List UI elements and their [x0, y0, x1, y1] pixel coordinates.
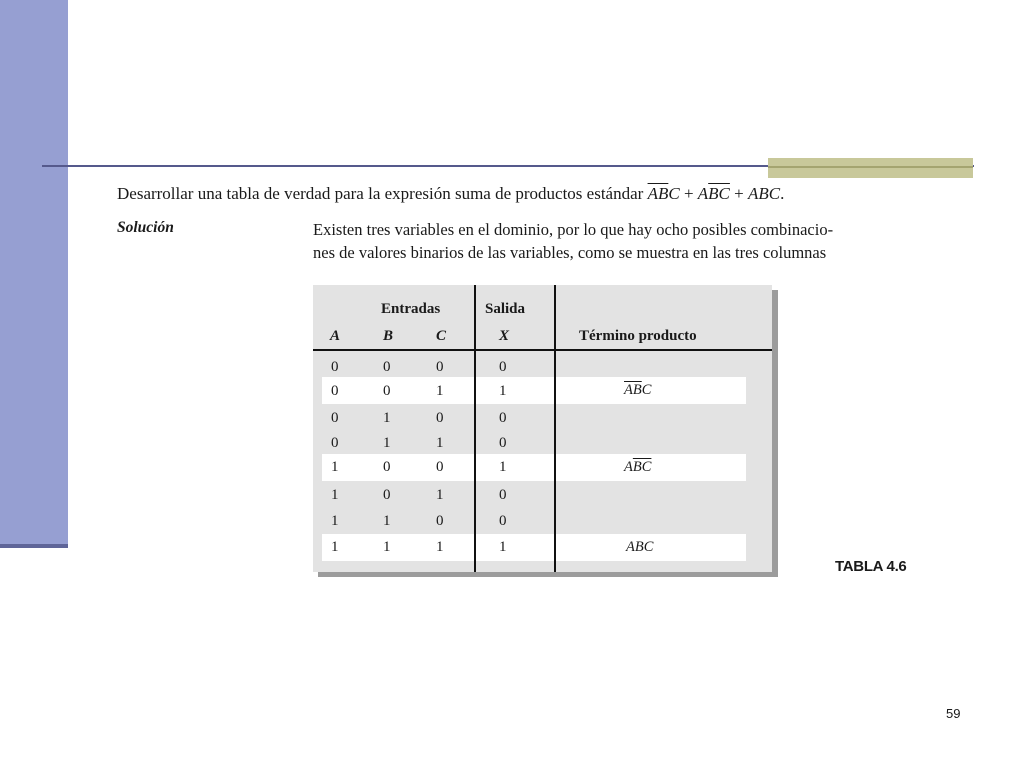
accent-block [768, 158, 973, 178]
problem-statement [117, 184, 784, 204]
cell-b: 0 [383, 487, 391, 503]
left-decor-bar [0, 0, 68, 545]
expr-term3: ABC [748, 184, 781, 203]
cell-a: 1 [331, 459, 339, 475]
column-divider [474, 285, 476, 572]
cell-a: 0 [331, 435, 339, 451]
cell-b: 0 [383, 359, 391, 375]
cell-b: 1 [383, 410, 391, 426]
header-c: C [436, 328, 447, 344]
solution-text [313, 218, 913, 264]
cell-c: 1 [436, 539, 444, 555]
solution-line-2: nes de valores binarios de las variables, como se muestra en las tres columnas [313, 243, 827, 262]
solution-line-1: Existen tres variables en el dominio, por lo que hay ocho posibles combinacio- [313, 220, 834, 239]
problem-text: Desarrollar una tabla de verdad para la expresión suma de productos estándar [117, 184, 644, 203]
accent-line [768, 166, 973, 168]
cell-x: 1 [499, 459, 507, 475]
cell-x: 0 [499, 487, 507, 503]
expr-plus-1: + [679, 184, 698, 203]
product-term-complement: $\overline{AB}$ [624, 382, 642, 398]
product-term [624, 382, 651, 399]
header-x: X [499, 328, 510, 344]
cell-b: 1 [383, 435, 391, 451]
cell-c: 1 [436, 383, 444, 399]
sop-expression [648, 184, 785, 203]
product-term: ABC [626, 539, 654, 555]
expr-term1-rest: C [668, 184, 680, 203]
cell-x: 0 [499, 513, 507, 529]
cell-c: 0 [436, 513, 444, 529]
cell-c: 1 [436, 487, 444, 503]
header-rule [313, 349, 772, 351]
cell-x: 0 [499, 435, 507, 451]
cell-x: 0 [499, 410, 507, 426]
cell-a: 1 [331, 487, 339, 503]
product-term-a: A [624, 459, 633, 475]
header-entradas: Entradas [381, 301, 441, 317]
table-caption: TABLA 4.6 [835, 558, 907, 575]
expr-plus-2: + [729, 184, 748, 203]
expr-term1-complement: $\overline{AB}$ [647, 184, 669, 203]
cell-b: 0 [383, 459, 391, 475]
column-divider [554, 285, 556, 572]
cell-a: 1 [331, 539, 339, 555]
cell-c: 0 [436, 410, 444, 426]
cell-c: 1 [436, 435, 444, 451]
cell-a: 0 [331, 383, 339, 399]
truth-table [313, 285, 772, 572]
cell-b: 1 [383, 539, 391, 555]
header-b: B [383, 328, 394, 344]
cell-x: 1 [499, 539, 507, 555]
cell-c: 0 [436, 359, 444, 375]
cell-b: 0 [383, 383, 391, 399]
left-decor-bar-edge [0, 544, 68, 548]
cell-a: 0 [331, 359, 339, 375]
expr-term2-complement: $\overline{BC}$ [708, 184, 730, 203]
cell-b: 1 [383, 513, 391, 529]
page-number: 59 [946, 706, 961, 721]
cell-c: 0 [436, 459, 444, 475]
product-term [624, 459, 651, 476]
cell-x: 0 [499, 359, 507, 375]
header-termino: Término producto [579, 328, 697, 344]
expr-period: . [780, 184, 785, 203]
expr-term2-a: A [697, 184, 709, 203]
product-term-complement: $\overline{BC}$ [632, 459, 652, 475]
cell-a: 0 [331, 410, 339, 426]
header-salida: Salida [485, 301, 526, 317]
cell-a: 1 [331, 513, 339, 529]
header-a: A [330, 328, 341, 344]
solution-label: Solución [117, 219, 174, 236]
product-term-rest: C [641, 382, 652, 398]
cell-x: 1 [499, 383, 507, 399]
